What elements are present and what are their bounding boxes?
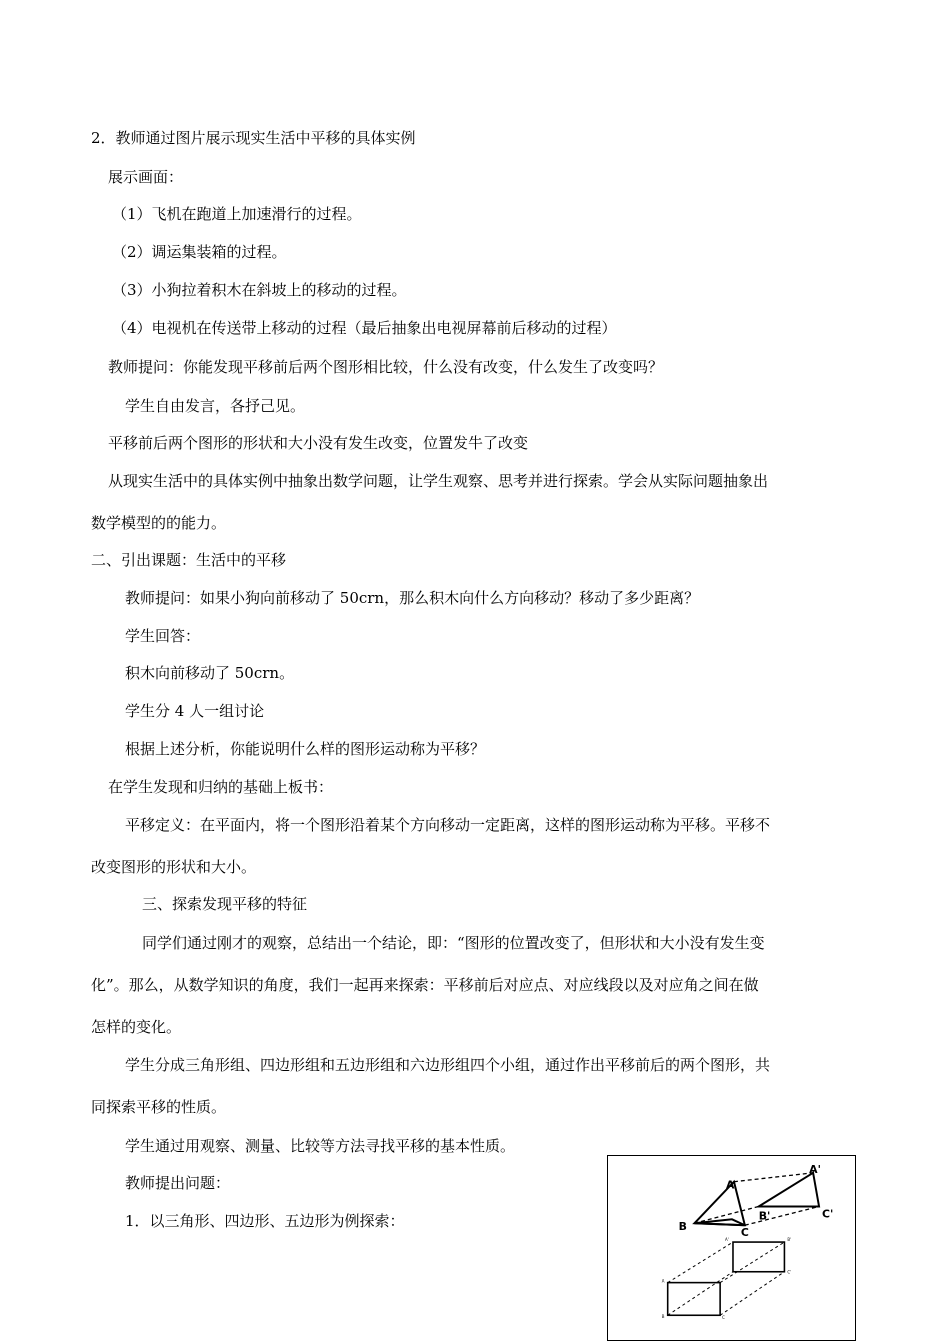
paragraph: 学生自由发言，各抒己见。 xyxy=(125,397,306,415)
paragraph: 教师提出问题： xyxy=(125,1174,231,1192)
list-item: （1）飞机在跑道上加速滑行的过程。 xyxy=(112,205,362,223)
paragraph: 学生通过用观察、测量、比较等方法寻找平移的基本性质。 xyxy=(125,1137,516,1155)
label-c: C xyxy=(740,1226,749,1240)
paragraph: 化”。那么，从数学知识的角度，我们一起再来探索：平移前后对应点、对应线段以及对应角之间在做 xyxy=(91,976,759,994)
small-label: A' xyxy=(725,1237,729,1243)
list-item: 1．以三角形、四边形、五边形为例探索： xyxy=(125,1212,405,1230)
dashed-connector xyxy=(668,1272,733,1316)
dashed-connector xyxy=(668,1242,733,1283)
small-label: C xyxy=(722,1315,725,1321)
small-label: B' xyxy=(787,1237,792,1243)
list-item: （4）电视机在传送带上移动的过程（最后抽象出电视屏幕前后移动的过程） xyxy=(112,319,617,337)
section-heading: 2．教师通过图片展示现实生活中平移的具体实例 xyxy=(91,129,416,147)
rectangle-original xyxy=(668,1283,720,1316)
list-item: （2）调运集装箱的过程。 xyxy=(112,243,287,261)
paragraph: 教师提问：你能发现平移前后两个图形相比较，什么没有改变，什么发生了改变吗？ xyxy=(108,358,664,376)
small-label: C' xyxy=(787,1269,792,1275)
paragraph: 改变图形的形状和大小。 xyxy=(91,858,257,876)
triangle-abc-prime xyxy=(759,1173,819,1207)
paragraph: 同探索平移的性质。 xyxy=(91,1098,227,1116)
translation-diagram xyxy=(608,1156,855,1340)
paragraph: 教师提问：如果小狗向前移动了 50crn，那么积木向什么方向移动？移动了多少距离？ xyxy=(125,589,700,607)
label-b-prime: B' xyxy=(758,1209,771,1223)
dashed-connector xyxy=(720,1272,784,1316)
paragraph: 怎样的变化。 xyxy=(91,1018,182,1036)
paragraph: 学生分成三角形组、四边形组和五边形组和六边形组四个小组，通过作出平移前后的两个图形，共 xyxy=(125,1056,771,1074)
paragraph: 积木向前移动了 50crn。 xyxy=(125,664,295,682)
paragraph: 学生分 4 人一组讨论 xyxy=(125,702,265,720)
dashed-line-cc xyxy=(745,1206,819,1225)
label-b: B xyxy=(678,1220,687,1234)
paragraph: 在学生发现和归纳的基础上板书： xyxy=(108,778,334,796)
label-a-prime: A' xyxy=(809,1162,821,1176)
paragraph: 平移前后两个图形的形状和大小没有发生改变，位置发牛了改变 xyxy=(108,434,529,452)
list-item: （3）小狗拉着积木在斜坡上的移动的过程。 xyxy=(112,281,407,299)
paragraph: 展示画面： xyxy=(108,168,184,186)
triangle-abc-outline xyxy=(694,1182,744,1226)
paragraph: 学生回答： xyxy=(125,627,201,645)
paragraph: 平移定义：在平面内，将一个图形沿着某个方向移动一定距离，这样的图形运动称为平移。平移不 xyxy=(125,816,771,834)
label-c-prime: C' xyxy=(822,1207,834,1221)
paragraph: 同学们通过刚才的观察，总结出一个结论，即：“图形的位置改变了，但形状和大小没有发生变 xyxy=(142,934,765,952)
paragraph: 从现实生活中的具体实例中抽象出数学问题，让学生观察、思考并进行探索。学会从实际问题抽象出 xyxy=(108,472,769,490)
section-heading: 三、探索发现平移的特征 xyxy=(142,895,308,913)
small-label: B xyxy=(661,1314,665,1320)
paragraph: 根据上述分析，你能说明什么样的图形运动称为平移？ xyxy=(125,740,486,758)
translation-figure xyxy=(607,1155,856,1341)
label-a: A xyxy=(726,1178,735,1192)
paragraph: 数学模型的的能力。 xyxy=(91,514,227,532)
small-label: A xyxy=(661,1278,665,1284)
section-heading: 二、引出课题：生活中的平移 xyxy=(91,551,287,569)
dashed-connector xyxy=(720,1242,784,1283)
